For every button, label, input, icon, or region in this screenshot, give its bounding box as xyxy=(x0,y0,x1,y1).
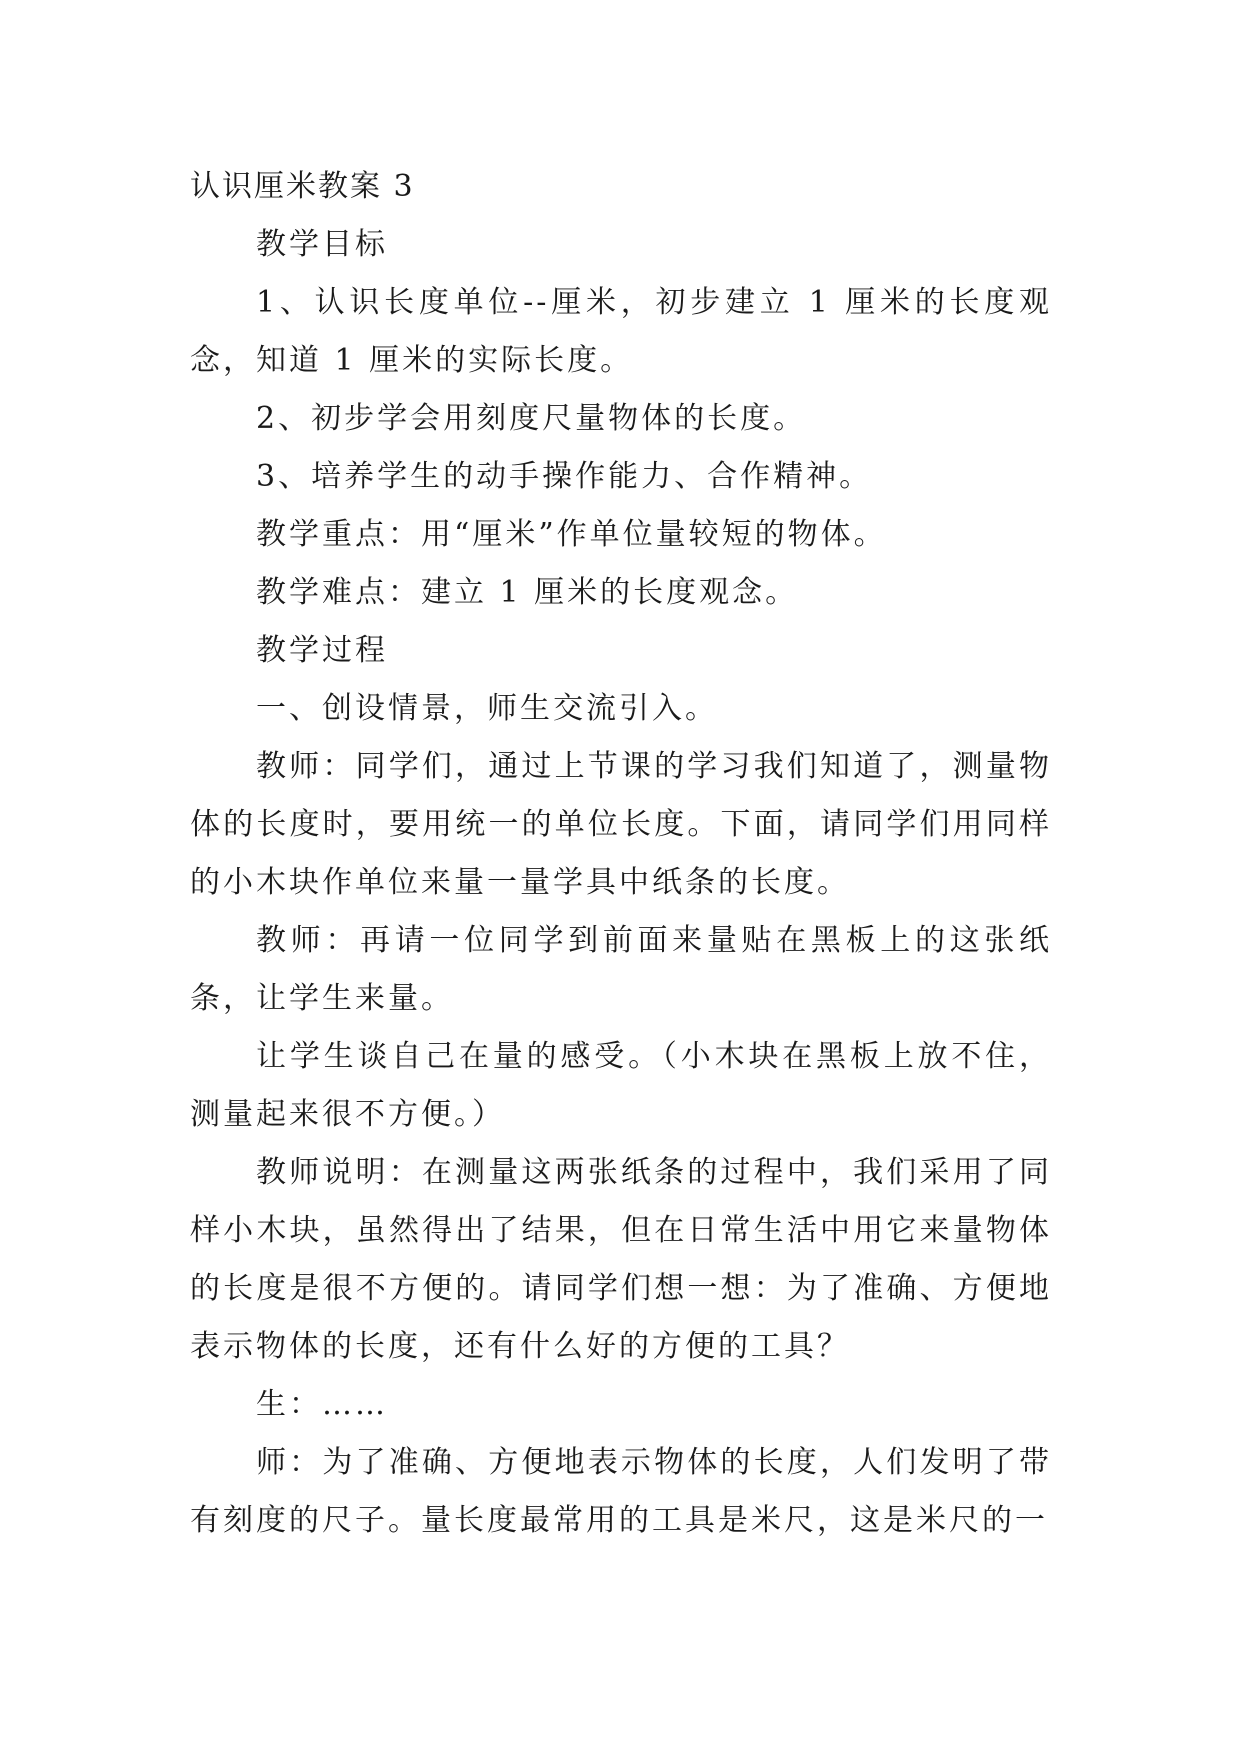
document-title: 认识厘米教案 3 xyxy=(190,169,415,204)
paragraph-student-reply: 生：…… xyxy=(256,1387,388,1422)
step-1-heading: 一、创设情景，师生交流引入。 xyxy=(256,691,718,726)
paragraph-teacher-blackboard: 教师：再请一位同学到前面来量贴在黑板上的这张纸条，让学生来量。 xyxy=(190,923,1052,1016)
section-heading-process: 教学过程 xyxy=(256,633,388,668)
teaching-key-point: 教学重点：用“厘米”作单位量较短的物体。 xyxy=(256,517,887,552)
paragraph-teacher-ruler: 师：为了准确、方便地表示物体的长度，人们发明了带有刻度的尺子。量长度最常用的工具是米尺，这是米尺的一 xyxy=(190,1445,1052,1538)
objective-2: 2、初步学会用刻度尺量物体的长度。 xyxy=(256,401,807,436)
paragraph-student-feeling: 让学生谈自己在量的感受。（小木块在黑板上放不住，测量起来很不方便。） xyxy=(190,1039,1052,1132)
objective-1: 1、认识长度单位--厘米，初步建立 1 厘米的长度观念，知道 1 厘米的实际长度。 xyxy=(190,285,1052,378)
teaching-difficulty: 教学难点：建立 1 厘米的长度观念。 xyxy=(256,575,799,610)
section-heading-objectives: 教学目标 xyxy=(256,227,388,262)
objective-3: 3、培养学生的动手操作能力、合作精神。 xyxy=(256,459,873,494)
paragraph-teacher-intro: 教师：同学们，通过上节课的学习我们知道了，测量物体的长度时，要用统一的单位长度。下面，请同学们用同样的小木块作单位来量一量学具中纸条的长度。 xyxy=(190,749,1052,900)
paragraph-teacher-explanation: 教师说明：在测量这两张纸条的过程中，我们采用了同样小木块，虽然得出了结果，但在日常生活中用它来量物体的长度是很不方便的。请同学们想一想：为了准确、方便地表示物体的长度，还有什么好的方便的工具？ xyxy=(190,1155,1052,1364)
document-body xyxy=(190,158,1052,1550)
